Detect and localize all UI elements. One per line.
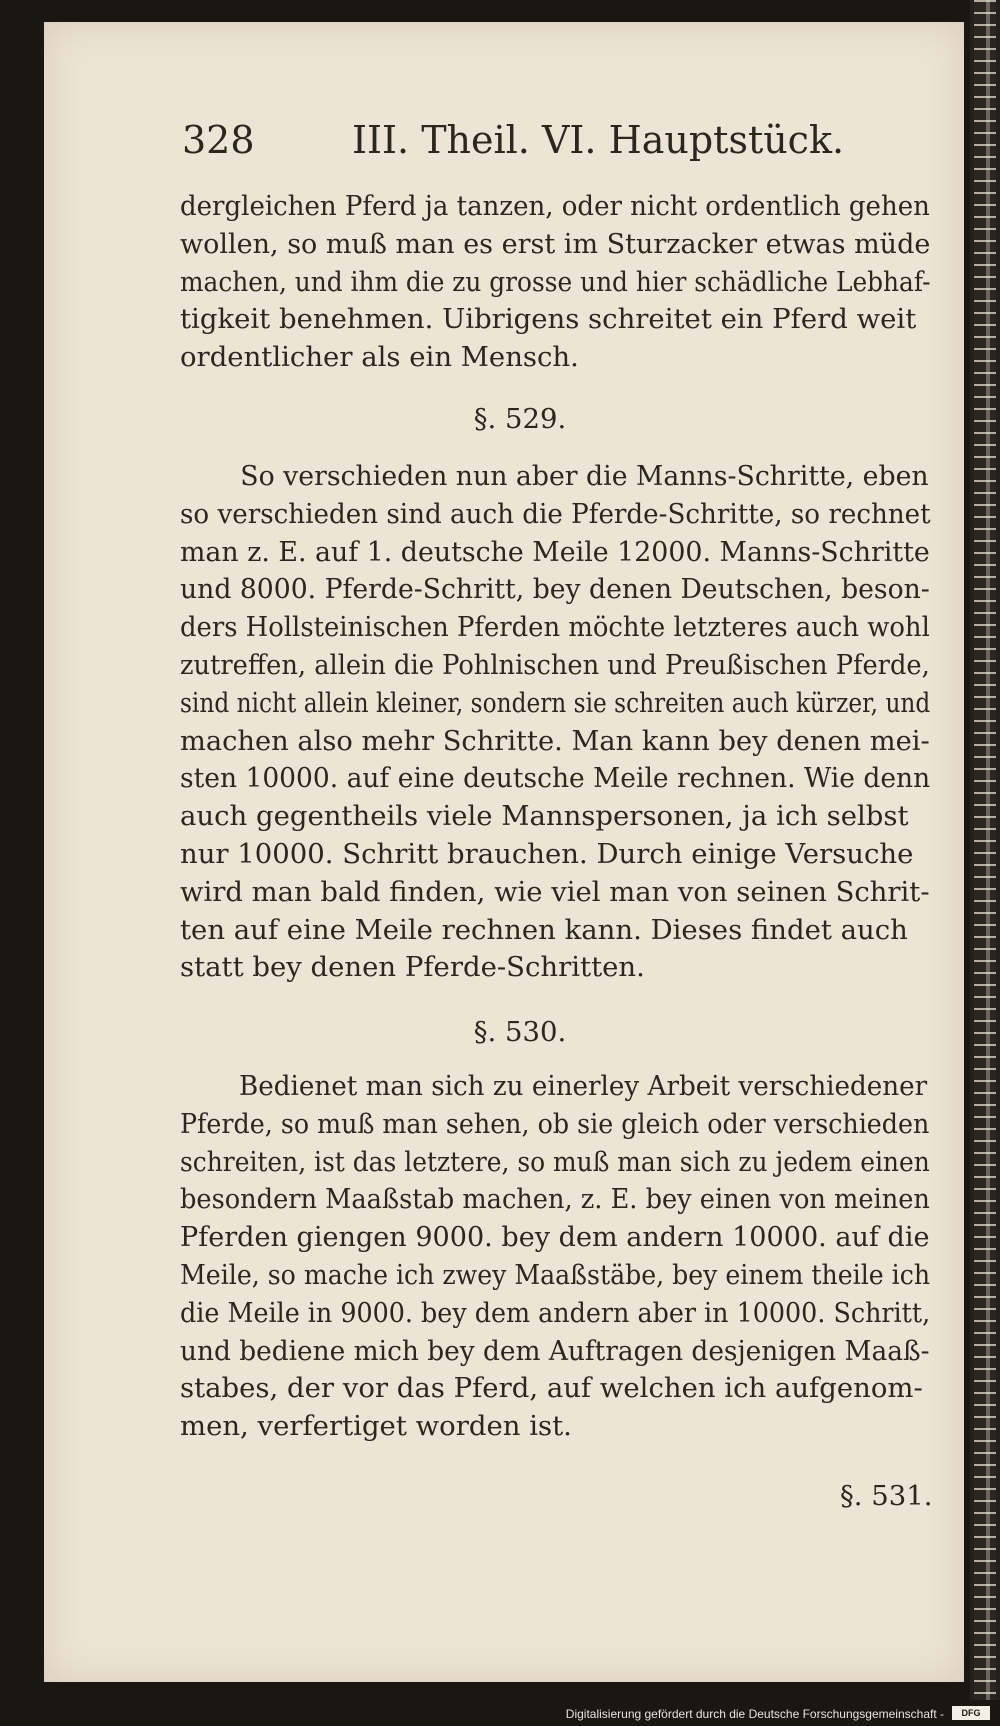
text-line: machen, und ihm die zu grosse und hier schädliche Lebhaf- (180, 265, 931, 298)
text-line: ten auf eine Meile rechnen kann. Dieses findet auch (180, 913, 908, 946)
text-line: ordentlicher als ein Mensch. (180, 341, 579, 374)
funding-notice: Digitalisierung gefördert durch die Deutsche Forschungsgemeinschaft - (565, 1707, 944, 1721)
text-line: besondern Maaßstab machen, z. E. bey einen von meinen (180, 1183, 930, 1216)
ruler-highlight (986, 0, 990, 1700)
page-number: 328 (182, 118, 255, 162)
text-line: so verschieden sind auch die Pferde-Schritte, so rechnet (180, 497, 931, 530)
digitization-footer (0, 1700, 1000, 1726)
dfg-logo: DFG (952, 1706, 990, 1720)
section-530-paragraph (180, 1068, 930, 1446)
text-line: und bediene mich bey dem Auftragen desjenigen Maaß- (180, 1334, 930, 1367)
text-line: nur 10000. Schritt brauchen. Durch einige Versuche (180, 837, 914, 870)
text-line: die Meile in 9000. bey dem andern aber in 10000. Schritt, (180, 1296, 931, 1329)
text-line: Bedienet man sich zu einerley Arbeit verschiedener (239, 1070, 928, 1102)
color-ruler-strip (974, 0, 996, 1700)
running-head (182, 118, 932, 178)
text-line: machen also mehr Schritte. Man kann bey denen mei- (180, 724, 930, 757)
section-heading-530: §. 530. (473, 1016, 567, 1048)
text-line: sind nicht allein kleiner, sondern sie schreiten auch kürzer, und (180, 686, 931, 719)
text-line: men, verfertiget worden ist. (180, 1410, 572, 1443)
text-line: So verschieden nun aber die Manns-Schritte, eben (240, 460, 929, 492)
text-line: sten 10000. auf eine deutsche Meile rechnen. Wie denn (180, 762, 931, 795)
text-line: tigkeit benehmen. Uibrigens schreitet ein Pferd weit (180, 303, 917, 336)
running-title: III. Theil. VI. Hauptstück. (352, 118, 845, 162)
text-line: auch gegentheils viele Mannspersonen, ja ich selbst (180, 800, 909, 833)
text-line: wird man bald finden, wie viel man von seinen Schrit- (180, 875, 930, 908)
text-line: stabes, der vor das Pferd, auf welchen ich aufgenom- (180, 1372, 923, 1405)
section-heading-529: §. 529. (473, 403, 567, 435)
text-line: und 8000. Pferde-Schritt, bey denen Deutschen, beson- (180, 573, 930, 606)
text-line: ders Hollsteinischen Pferden möchte letzteres auch wohl (180, 611, 930, 644)
text-line: schreiten, ist das letztere, so muß man sich zu jedem einen (180, 1145, 930, 1178)
scanner-edge (970, 0, 1000, 1726)
text-line: wollen, so muß man es erst im Sturzacker etwas müde (180, 227, 931, 260)
section-529-paragraph (180, 458, 930, 987)
text-line: Meile, so mache ich zwey Maaßstäbe, bey einem theile ich (180, 1258, 931, 1291)
catchword: §. 531. (840, 1480, 933, 1512)
text-line: Pferden giengen 9000. bey dem andern 10000. auf die (180, 1221, 930, 1254)
text-line: dergleichen Pferd ja tanzen, oder nicht ordentlich gehen (180, 190, 930, 222)
text-line: zutreffen, allein die Pohlnischen und Preußischen Pferde, (180, 648, 930, 681)
intro-paragraph (180, 188, 930, 377)
text-line: Pferde, so muß man sehen, ob sie gleich oder verschieden (180, 1107, 930, 1140)
text-line: man z. E. auf 1. deutsche Meile 12000. Manns-Schritte (180, 535, 930, 568)
text-line: statt bey denen Pferde-Schritten. (180, 951, 645, 984)
